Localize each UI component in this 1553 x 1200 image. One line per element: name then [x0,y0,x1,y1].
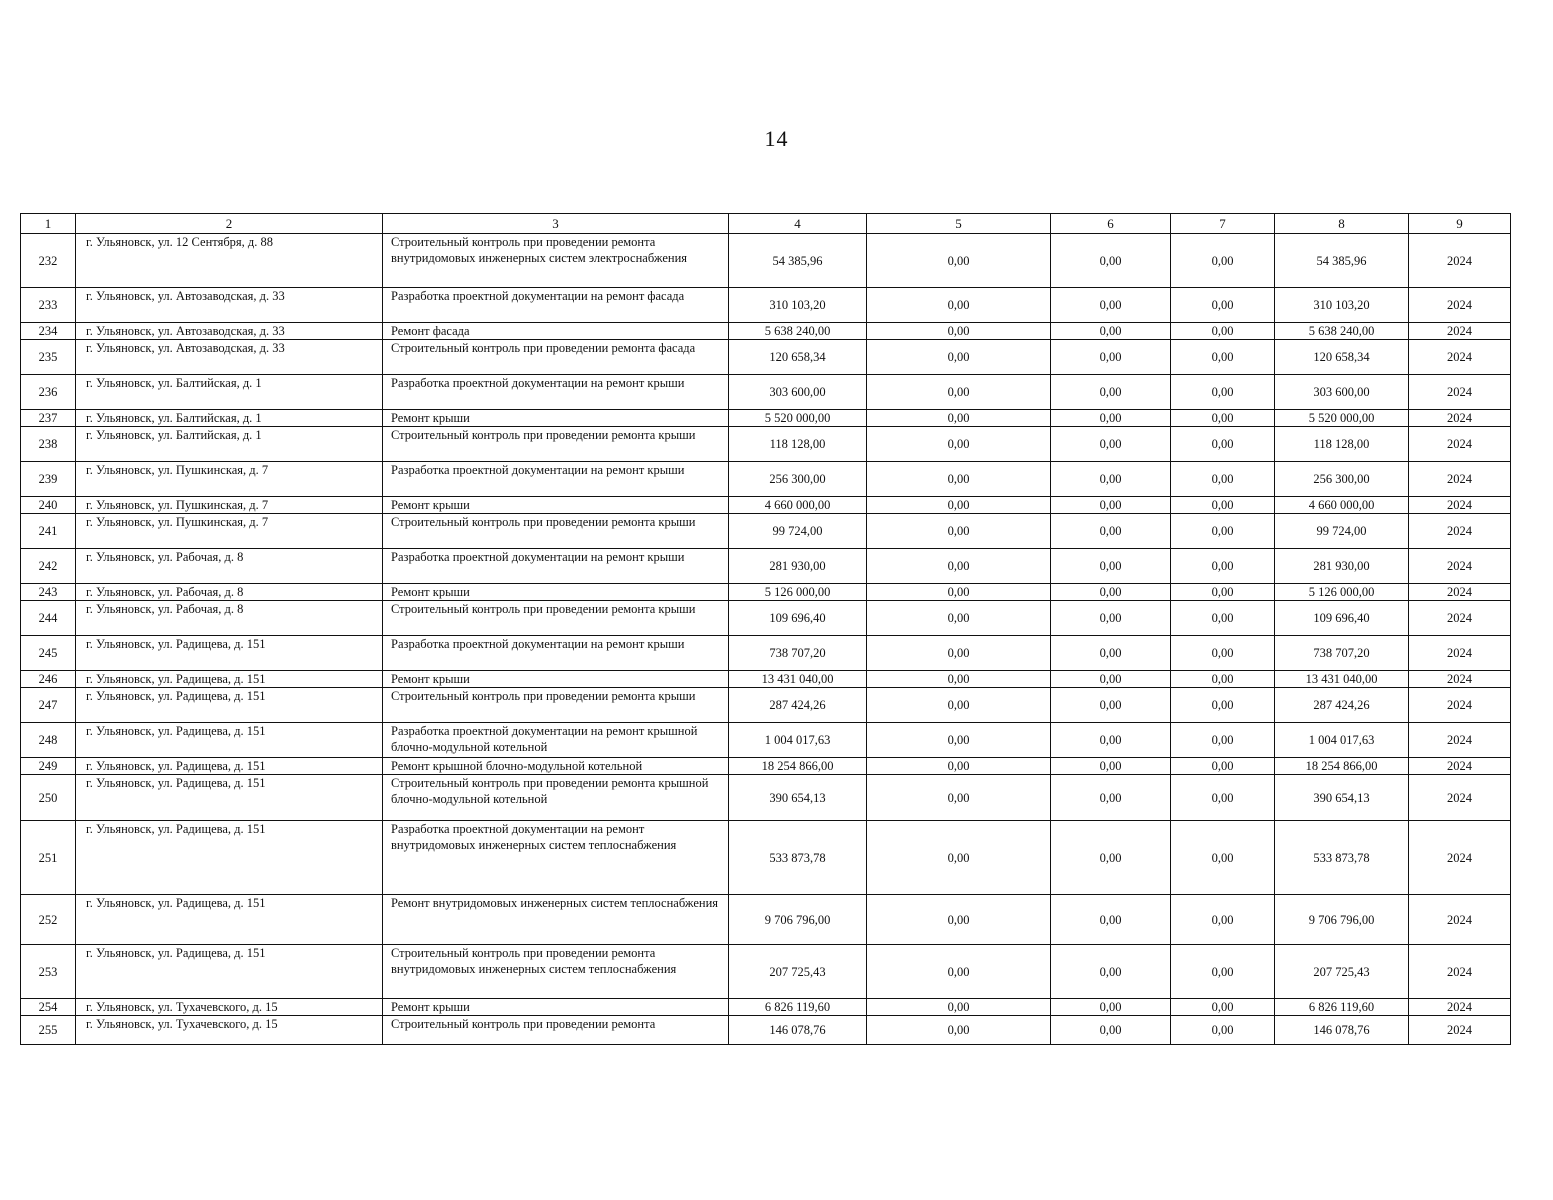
row-number: 251 [21,821,76,895]
column-header: 4 [729,214,867,234]
amount-cell: 0,00 [1171,584,1275,601]
row-number: 250 [21,775,76,821]
amount-cell: 0,00 [1051,288,1171,323]
year-cell: 2024 [1409,723,1511,758]
year-cell: 2024 [1409,758,1511,775]
table-row [21,601,1511,636]
amount-cell: 281 930,00 [1275,549,1409,584]
amount-cell: 207 725,43 [1275,945,1409,999]
row-number: 242 [21,549,76,584]
amount-cell: 256 300,00 [1275,462,1409,497]
amount-cell: 0,00 [867,584,1051,601]
year-cell: 2024 [1409,999,1511,1016]
table-row [21,375,1511,410]
year-cell: 2024 [1409,584,1511,601]
amount-cell: 0,00 [1051,895,1171,945]
work-type-cell: Строительный контроль при проведении ремонта крыши [383,688,729,723]
amount-cell: 0,00 [1171,375,1275,410]
work-type-cell: Разработка проектной документации на ремонт крыши [383,636,729,671]
row-number: 235 [21,340,76,375]
table-row [21,636,1511,671]
amount-cell: 9 706 796,00 [1275,895,1409,945]
year-cell: 2024 [1409,497,1511,514]
column-header: 1 [21,214,76,234]
amount-cell: 303 600,00 [729,375,867,410]
work-type-cell: Разработка проектной документации на ремонт внутридомовых инженерных систем теплоснабжения [383,821,729,895]
amount-cell: 287 424,26 [1275,688,1409,723]
amount-cell: 0,00 [1051,671,1171,688]
amount-cell: 0,00 [1051,723,1171,758]
table-row [21,514,1511,549]
work-type-cell: Ремонт крыши [383,999,729,1016]
table-row [21,671,1511,688]
year-cell: 2024 [1409,323,1511,340]
year-cell: 2024 [1409,234,1511,288]
table-body [21,234,1511,1045]
amount-cell: 0,00 [1171,775,1275,821]
amount-cell: 303 600,00 [1275,375,1409,410]
table-row [21,410,1511,427]
table-row [21,234,1511,288]
amount-cell: 533 873,78 [1275,821,1409,895]
amount-cell: 310 103,20 [1275,288,1409,323]
amount-cell: 0,00 [1171,601,1275,636]
amount-cell: 13 431 040,00 [1275,671,1409,688]
column-header: 8 [1275,214,1409,234]
table-row [21,323,1511,340]
amount-cell: 0,00 [867,671,1051,688]
amount-cell: 118 128,00 [1275,427,1409,462]
amount-cell: 6 826 119,60 [729,999,867,1016]
address-cell: г. Ульяновск, ул. 12 Сентября, д. 88 [76,234,383,288]
row-number: 237 [21,410,76,427]
address-cell: г. Ульяновск, ул. Пушкинская, д. 7 [76,497,383,514]
amount-cell: 0,00 [1171,323,1275,340]
column-number-header-row [21,214,1511,234]
amount-cell: 0,00 [1171,688,1275,723]
amount-cell: 0,00 [1171,999,1275,1016]
year-cell: 2024 [1409,895,1511,945]
amount-cell: 146 078,76 [729,1016,867,1045]
column-header: 6 [1051,214,1171,234]
work-type-cell: Ремонт крышной блочно-модульной котельной [383,758,729,775]
amount-cell: 0,00 [867,723,1051,758]
table-row [21,1016,1511,1045]
address-cell: г. Ульяновск, ул. Радищева, д. 151 [76,688,383,723]
amount-cell: 0,00 [1051,601,1171,636]
amount-cell: 0,00 [1051,427,1171,462]
column-header: 7 [1171,214,1275,234]
year-cell: 2024 [1409,427,1511,462]
year-cell: 2024 [1409,821,1511,895]
amount-cell: 120 658,34 [1275,340,1409,375]
amount-cell: 207 725,43 [729,945,867,999]
row-number: 245 [21,636,76,671]
work-type-cell: Строительный контроль при проведении ремонта внутридомовых инженерных систем электроснабжения [383,234,729,288]
amount-cell: 0,00 [1051,821,1171,895]
amount-cell: 281 930,00 [729,549,867,584]
amount-cell: 0,00 [1171,821,1275,895]
amount-cell: 0,00 [867,1016,1051,1045]
row-number: 239 [21,462,76,497]
table-row [21,821,1511,895]
amount-cell: 0,00 [1171,234,1275,288]
table-row [21,340,1511,375]
amount-cell: 13 431 040,00 [729,671,867,688]
address-cell: г. Ульяновск, ул. Радищева, д. 151 [76,671,383,688]
amount-cell: 0,00 [1171,723,1275,758]
row-number: 233 [21,288,76,323]
amount-cell: 6 826 119,60 [1275,999,1409,1016]
amount-cell: 109 696,40 [729,601,867,636]
amount-cell: 5 126 000,00 [729,584,867,601]
table-row [21,427,1511,462]
amount-cell: 0,00 [1171,671,1275,688]
amount-cell: 0,00 [867,234,1051,288]
amount-cell: 0,00 [867,601,1051,636]
table-row [21,497,1511,514]
address-cell: г. Ульяновск, ул. Автозаводская, д. 33 [76,340,383,375]
amount-cell: 390 654,13 [729,775,867,821]
amount-cell: 0,00 [1051,945,1171,999]
amount-cell: 0,00 [1171,288,1275,323]
year-cell: 2024 [1409,410,1511,427]
column-header: 3 [383,214,729,234]
amount-cell: 0,00 [1171,497,1275,514]
work-type-cell: Разработка проектной документации на ремонт фасада [383,288,729,323]
amount-cell: 99 724,00 [1275,514,1409,549]
amount-cell: 0,00 [1171,514,1275,549]
amount-cell: 0,00 [867,945,1051,999]
amount-cell: 0,00 [867,462,1051,497]
table-row [21,758,1511,775]
amount-cell: 5 638 240,00 [729,323,867,340]
amount-cell: 0,00 [867,410,1051,427]
amount-cell: 0,00 [1051,775,1171,821]
work-type-cell: Строительный контроль при проведении ремонта фасада [383,340,729,375]
table-row [21,723,1511,758]
table-row [21,999,1511,1016]
column-header: 9 [1409,214,1511,234]
row-number: 241 [21,514,76,549]
work-type-cell: Ремонт крыши [383,497,729,514]
table-row [21,288,1511,323]
row-number: 236 [21,375,76,410]
amount-cell: 109 696,40 [1275,601,1409,636]
amount-cell: 0,00 [867,688,1051,723]
address-cell: г. Ульяновск, ул. Пушкинская, д. 7 [76,462,383,497]
amount-cell: 0,00 [867,775,1051,821]
amount-cell: 0,00 [1051,323,1171,340]
year-cell: 2024 [1409,549,1511,584]
year-cell: 2024 [1409,514,1511,549]
amount-cell: 0,00 [1051,375,1171,410]
amount-cell: 0,00 [867,375,1051,410]
amount-cell: 0,00 [867,514,1051,549]
amount-cell: 0,00 [867,999,1051,1016]
amount-cell: 0,00 [1051,514,1171,549]
amount-cell: 120 658,34 [729,340,867,375]
amount-cell: 99 724,00 [729,514,867,549]
work-type-cell: Разработка проектной документации на ремонт крыши [383,549,729,584]
year-cell: 2024 [1409,945,1511,999]
amount-cell: 0,00 [867,549,1051,584]
amount-cell: 0,00 [1051,636,1171,671]
amount-cell: 0,00 [867,895,1051,945]
work-type-cell: Ремонт внутридомовых инженерных систем теплоснабжения [383,895,729,945]
amount-cell: 0,00 [1051,584,1171,601]
table-row [21,775,1511,821]
year-cell: 2024 [1409,375,1511,410]
year-cell: 2024 [1409,601,1511,636]
address-cell: г. Ульяновск, ул. Рабочая, д. 8 [76,601,383,636]
table-row [21,945,1511,999]
work-type-cell: Строительный контроль при проведении ремонта внутридомовых инженерных систем теплоснабжения [383,945,729,999]
amount-cell: 5 520 000,00 [1275,410,1409,427]
row-number: 243 [21,584,76,601]
amount-cell: 4 660 000,00 [1275,497,1409,514]
amount-cell: 0,00 [867,427,1051,462]
work-type-cell: Разработка проектной документации на ремонт крыши [383,375,729,410]
year-cell: 2024 [1409,688,1511,723]
amount-cell: 0,00 [867,636,1051,671]
work-type-cell: Строительный контроль при проведении ремонта крыши [383,427,729,462]
address-cell: г. Ульяновск, ул. Автозаводская, д. 33 [76,323,383,340]
row-number: 234 [21,323,76,340]
amount-cell: 5 520 000,00 [729,410,867,427]
amount-cell: 4 660 000,00 [729,497,867,514]
amount-cell: 0,00 [1171,462,1275,497]
address-cell: г. Ульяновск, ул. Рабочая, д. 8 [76,549,383,584]
amount-cell: 0,00 [867,340,1051,375]
address-cell: г. Ульяновск, ул. Радищева, д. 151 [76,758,383,775]
table-row [21,895,1511,945]
year-cell: 2024 [1409,288,1511,323]
amount-cell: 0,00 [1051,462,1171,497]
year-cell: 2024 [1409,636,1511,671]
amount-cell: 0,00 [867,288,1051,323]
address-cell: г. Ульяновск, ул. Радищева, д. 151 [76,775,383,821]
address-cell: г. Ульяновск, ул. Радищева, д. 151 [76,636,383,671]
amount-cell: 0,00 [1171,895,1275,945]
row-number: 244 [21,601,76,636]
row-number: 232 [21,234,76,288]
row-number: 248 [21,723,76,758]
amount-cell: 0,00 [1051,410,1171,427]
amount-cell: 118 128,00 [729,427,867,462]
row-number: 249 [21,758,76,775]
amount-cell: 1 004 017,63 [729,723,867,758]
amount-cell: 0,00 [1051,758,1171,775]
table-row [21,584,1511,601]
row-number: 240 [21,497,76,514]
address-cell: г. Ульяновск, ул. Балтийская, д. 1 [76,427,383,462]
amount-cell: 738 707,20 [1275,636,1409,671]
address-cell: г. Ульяновск, ул. Автозаводская, д. 33 [76,288,383,323]
amount-cell: 0,00 [1051,497,1171,514]
amount-cell: 0,00 [1171,410,1275,427]
address-cell: г. Ульяновск, ул. Тухачевского, д. 15 [76,999,383,1016]
work-type-cell: Разработка проектной документации на ремонт крышной блочно-модульной котельной [383,723,729,758]
amount-cell: 0,00 [1171,758,1275,775]
amount-cell: 0,00 [867,497,1051,514]
amount-cell: 5 126 000,00 [1275,584,1409,601]
amount-cell: 390 654,13 [1275,775,1409,821]
amount-cell: 0,00 [1051,340,1171,375]
amount-cell: 0,00 [1051,1016,1171,1045]
address-cell: г. Ульяновск, ул. Радищева, д. 151 [76,821,383,895]
year-cell: 2024 [1409,1016,1511,1045]
amount-cell: 0,00 [1051,234,1171,288]
amount-cell: 0,00 [867,323,1051,340]
row-number: 253 [21,945,76,999]
amount-cell: 0,00 [1171,1016,1275,1045]
work-type-cell: Ремонт крыши [383,671,729,688]
amount-cell: 0,00 [1051,688,1171,723]
address-cell: г. Ульяновск, ул. Пушкинская, д. 7 [76,514,383,549]
amount-cell: 54 385,96 [1275,234,1409,288]
column-header: 5 [867,214,1051,234]
amount-cell: 0,00 [1171,549,1275,584]
amount-cell: 287 424,26 [729,688,867,723]
work-type-cell: Строительный контроль при проведении ремонта [383,1016,729,1045]
amount-cell: 0,00 [867,821,1051,895]
row-number: 254 [21,999,76,1016]
amount-cell: 0,00 [1171,945,1275,999]
work-type-cell: Ремонт крыши [383,584,729,601]
amount-cell: 738 707,20 [729,636,867,671]
amount-cell: 146 078,76 [1275,1016,1409,1045]
year-cell: 2024 [1409,775,1511,821]
page-number: 14 [764,126,789,151]
address-cell: г. Ульяновск, ул. Рабочая, д. 8 [76,584,383,601]
work-type-cell: Строительный контроль при проведении ремонта крыши [383,514,729,549]
amount-cell: 54 385,96 [729,234,867,288]
amount-cell: 18 254 866,00 [1275,758,1409,775]
amount-cell: 310 103,20 [729,288,867,323]
amount-cell: 533 873,78 [729,821,867,895]
table-row [21,549,1511,584]
amount-cell: 0,00 [1171,636,1275,671]
work-type-cell: Строительный контроль при проведении ремонта крышной блочно-модульной котельной [383,775,729,821]
amount-cell: 0,00 [867,758,1051,775]
address-cell: г. Ульяновск, ул. Радищева, д. 151 [76,945,383,999]
table-row [21,688,1511,723]
row-number: 247 [21,688,76,723]
amount-cell: 0,00 [1051,549,1171,584]
amount-cell: 1 004 017,63 [1275,723,1409,758]
amount-cell: 0,00 [1171,427,1275,462]
column-header: 2 [76,214,383,234]
amount-cell: 5 638 240,00 [1275,323,1409,340]
work-type-cell: Ремонт крыши [383,410,729,427]
amount-cell: 0,00 [1171,340,1275,375]
work-type-cell: Разработка проектной документации на ремонт крыши [383,462,729,497]
repair-works-table [20,213,1511,1045]
year-cell: 2024 [1409,671,1511,688]
row-number: 255 [21,1016,76,1045]
row-number: 246 [21,671,76,688]
row-number: 252 [21,895,76,945]
address-cell: г. Ульяновск, ул. Балтийская, д. 1 [76,410,383,427]
address-cell: г. Ульяновск, ул. Балтийская, д. 1 [76,375,383,410]
address-cell: г. Ульяновск, ул. Радищева, д. 151 [76,895,383,945]
amount-cell: 256 300,00 [729,462,867,497]
amount-cell: 0,00 [1051,999,1171,1016]
row-number: 238 [21,427,76,462]
year-cell: 2024 [1409,462,1511,497]
table-row [21,462,1511,497]
work-type-cell: Строительный контроль при проведении ремонта крыши [383,601,729,636]
amount-cell: 9 706 796,00 [729,895,867,945]
year-cell: 2024 [1409,340,1511,375]
amount-cell: 18 254 866,00 [729,758,867,775]
address-cell: г. Ульяновск, ул. Радищева, д. 151 [76,723,383,758]
work-type-cell: Ремонт фасада [383,323,729,340]
address-cell: г. Ульяновск, ул. Тухачевского, д. 15 [76,1016,383,1045]
